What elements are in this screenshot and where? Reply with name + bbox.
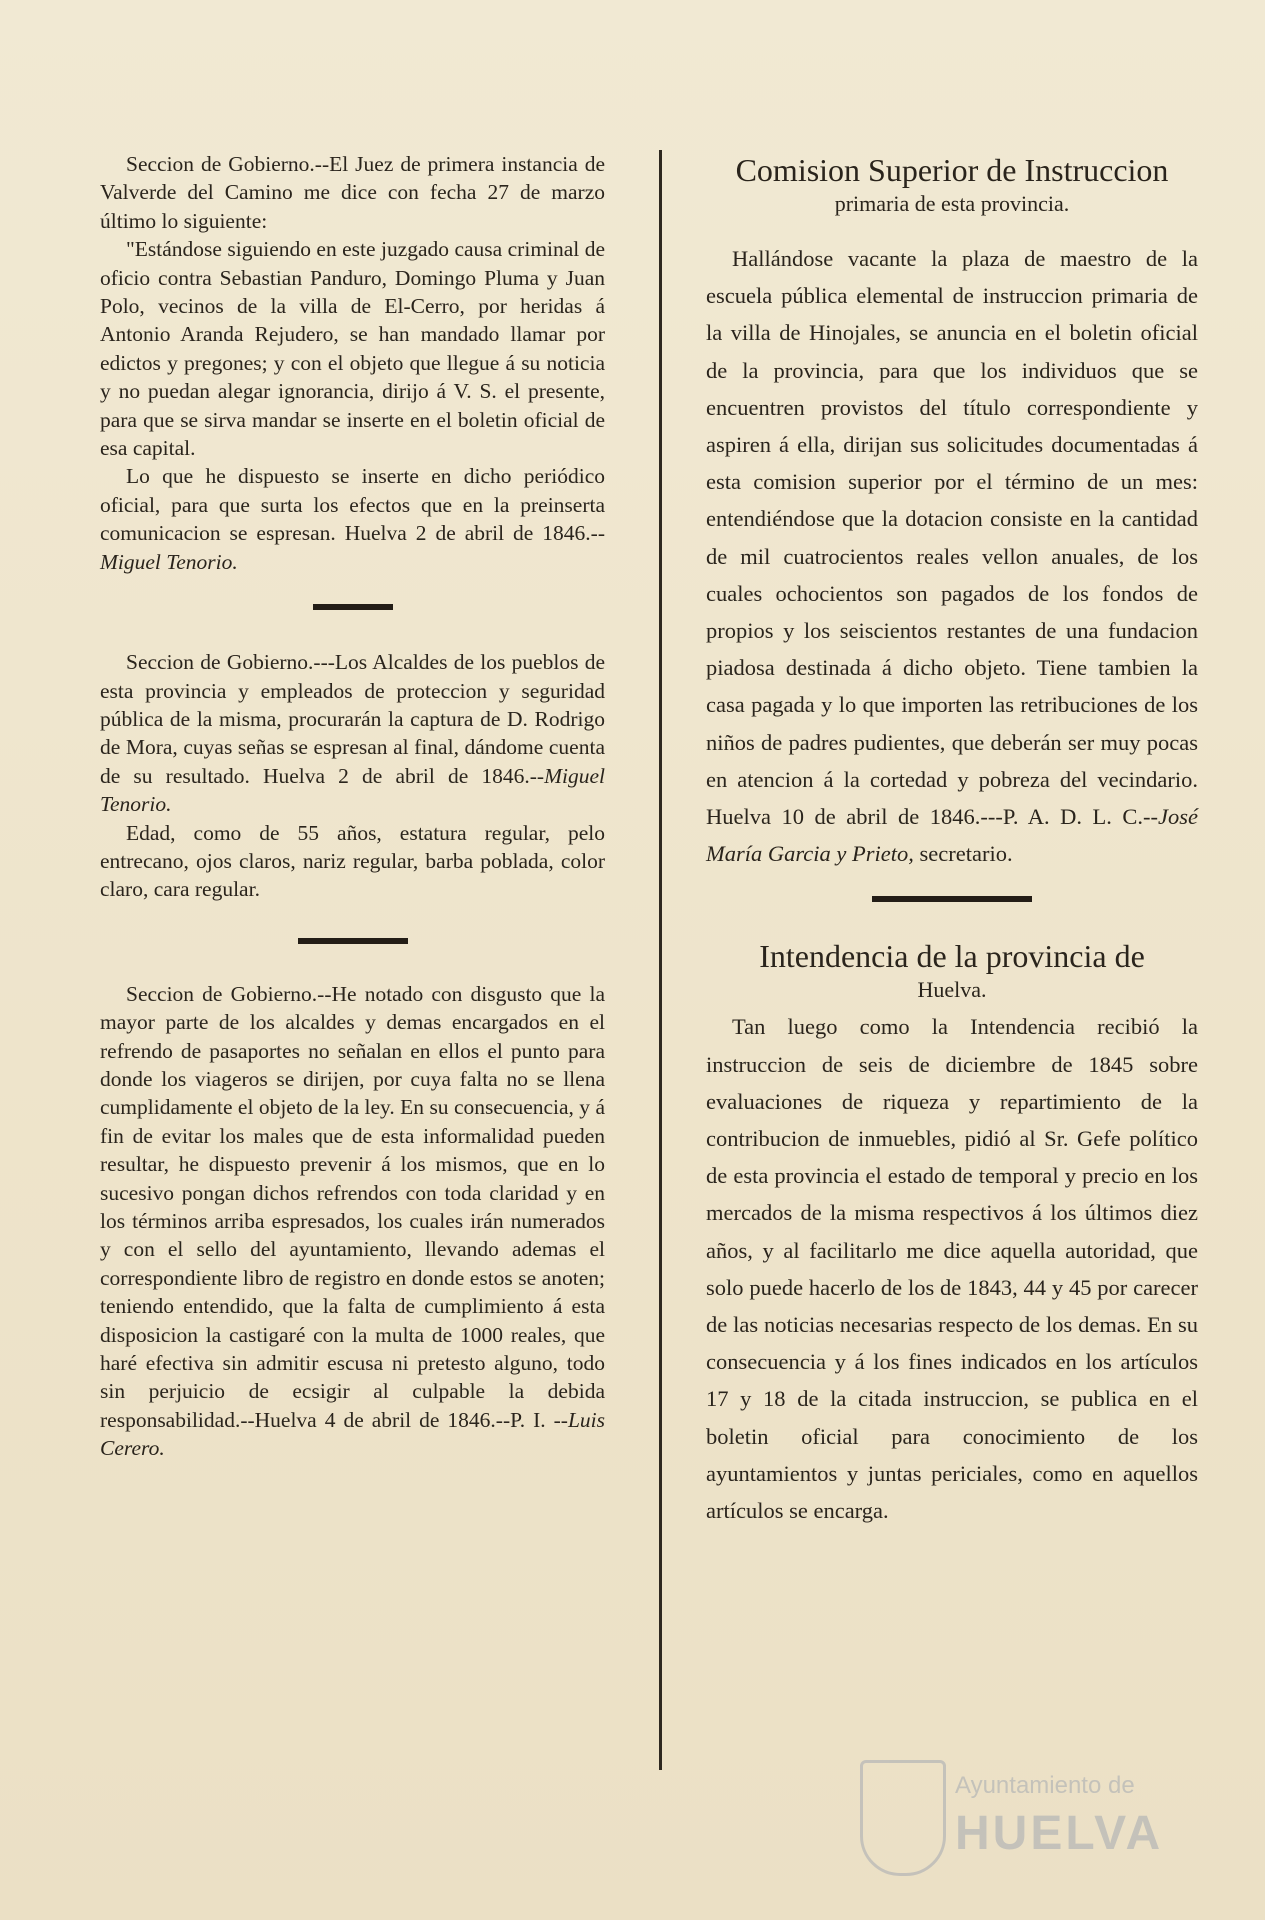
coat-of-arms-icon bbox=[860, 1760, 946, 1876]
watermark-line2: HUELVA bbox=[955, 1807, 1164, 1860]
archive-watermark bbox=[860, 1760, 1200, 1890]
notice-paragraph bbox=[100, 980, 605, 1463]
notice-paragraph bbox=[100, 462, 605, 576]
separator-rule bbox=[872, 896, 1032, 902]
column-divider bbox=[659, 150, 662, 1770]
section-instruction-commission bbox=[706, 150, 1198, 872]
heading-subtitle: Huelva. bbox=[917, 977, 987, 1003]
notice-text: Seccion de Gobierno.---Los Alcaldes de los pueblos de esta provincia y empleados de proteccion y seguridad pública de la misma, procurarán la captura de D. Rodrigo de Mora, cuyas señas se espresan al final, dándome cuenta de su resultado. Huelva 2 de abril de 1846.-- bbox=[100, 650, 605, 788]
signature: Miguel Tenorio. bbox=[100, 549, 238, 574]
heading-title: Comision Superior de Instruccion bbox=[735, 152, 1169, 188]
notice-passports bbox=[100, 980, 605, 1463]
separator-rule bbox=[298, 938, 408, 944]
notice-text: Seccion de Gobierno.--He notado con disgusto que la mayor parte de los alcaldes y demas encargados en el refrendo de pasaportes no señalan en ellos el punto para donde los viageros se dirijen, por cuya falta no se llena cumplidamente el objeto de la ley. En su consecuencia, y á fin de evitar los males que de esta informalidad pueden resultar, he dispuesto prevenir á los mismos, que en lo sucesivo pongan dichos refrendos con toda claridad y en los términos arriba espresados, los cuales irán numerados y con el sello del ayuntamiento, llevando ademas el correspondiente libro de registro en donde estos se anoten; teniendo entendido, que la falta de cumplimiento á esta disposicion la castigaré con la multa de 1000 reales, que haré efectiva sin admitir escusa ni pretesto alguno, todo sin perjuicio de ecsigir al culpable la debida responsabilidad.--Huelva 4 de abril de 1846.--P. I. -- bbox=[100, 981, 605, 1432]
section-heading bbox=[706, 936, 1198, 1004]
notice-judge bbox=[100, 150, 605, 576]
section-paragraph bbox=[706, 240, 1198, 872]
section-intendencia bbox=[706, 936, 1198, 1529]
notice-paragraph bbox=[100, 648, 605, 818]
notice-capture bbox=[100, 648, 605, 904]
left-column bbox=[100, 150, 605, 1463]
signature-title: secretario. bbox=[919, 841, 1013, 867]
signature: José María Garcia y Prieto, bbox=[706, 804, 1198, 867]
section-text: Hallándose vacante la plaza de maestro de la escuela pública elemental de instruccion primaria de la villa de Hinojales, se anuncia en el boletin oficial de la provincia, para que los individuos que se encuentren provistos del título correspondiente y aspiren á ella, dirijan sus solicitudes documentadas á esta comision superior por el término de un mes: entendiéndose que la dotacion consiste en la cantidad de mil cuatrocientos reales vellon anuales, de los cuales ochocientos son pagados de los fondos de propios y los seiscientos restantes de una fundacion piadosa destinada á dicho objeto. Tiene tambien la casa pagada y lo que importen las retribuciones de los niños de padres pudientes, que deberán ser muy pocas en atencion á la cortedad y pobreza del vecindario. Huelva 10 de abril de 1846.---P. A. D. L. C.-- bbox=[706, 246, 1198, 830]
right-column bbox=[706, 150, 1198, 1529]
notice-paragraph: Seccion de Gobierno.--El Juez de primera instancia de Valverde del Camino me dice con fecha 27 de marzo último lo siguiente: bbox=[100, 152, 605, 233]
heading-subtitle: primaria de esta provincia. bbox=[834, 191, 1070, 216]
notice-paragraph: "Estándose siguiendo en este juzgado causa criminal de oficio contra Sebastian Panduro, Domingo Pluma y Juan Polo, vecinos de la villa de El-Cerro, por heridas á Antonio Aranda Rejudero, se han mandado llamar por edictos y pregones; y con el objeto que llegue á su noticia y no puedan alegar ignorancia, dirijo á V. S. el presente, para que se sirva mandar se inserte en el boletin oficial de esa capital. bbox=[100, 237, 605, 461]
notice-paragraph: Edad, como de 55 años, estatura regular, pelo entrecano, ojos claros, nariz regular, barba poblada, color claro, cara regular. bbox=[100, 820, 605, 902]
signature: Miguel Tenorio. bbox=[100, 763, 605, 817]
heading-title: Intendencia de la provincia de bbox=[759, 938, 1145, 975]
watermark-line1: Ayuntamiento de bbox=[955, 1772, 1135, 1799]
signature: Luis Cerero. bbox=[100, 1407, 605, 1461]
section-heading bbox=[706, 150, 1198, 218]
separator-rule bbox=[313, 604, 393, 610]
section-paragraph: Tan luego como la Intendencia recibió la instruccion de seis de diciembre de 1845 sobre evaluaciones de riqueza y repartimiento de la contribucion de inmuebles, pidió al Sr. Gefe político de esta provincia el estado de temporal y precio en los mercados de la misma respectivos á los últimos diez años, y al facilitarlo me dice aquella autoridad, que solo puede hacerlo de los de 1843, 44 y 45 por carecer de las noticias necesarias respecto de los demas. En su consecuencia y á los fines indicados en los artículos 17 y 18 de la citada instruccion, se publica en el boletin oficial para conocimiento de los ayuntamientos y juntas periciales, como en aquellos artículos se encarga. bbox=[706, 1014, 1198, 1524]
notice-text: Lo que he dispuesto se inserte en dicho periódico oficial, para que surta los efectos que en la preinserta comunicacion se espresan. Huelva 2 de abril de 1846.-- bbox=[100, 464, 605, 546]
